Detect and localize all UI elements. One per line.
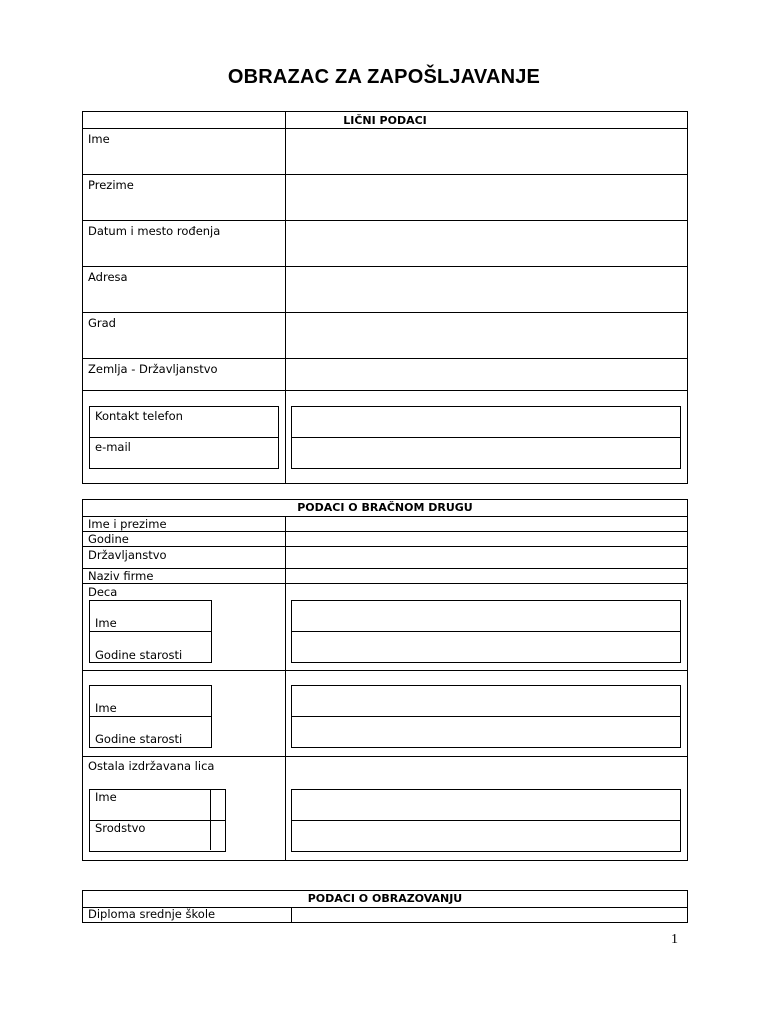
- label-email: e-mail: [95, 440, 131, 454]
- label-grad: Grad: [88, 316, 116, 330]
- field-child1-ime[interactable]: [292, 601, 679, 631]
- form-title: OBRAZAC ZA ZAPOŠLJAVANJE: [227, 66, 541, 88]
- field-email[interactable]: [292, 438, 679, 467]
- field-kontakt-telefon[interactable]: [292, 407, 679, 437]
- label-deca: Deca: [88, 585, 118, 599]
- child2-fields-box: [291, 685, 681, 748]
- spouse-data-header: PODACI O BRAČNOM DRUGU: [297, 501, 473, 514]
- page-number: 1: [671, 932, 678, 947]
- child1-labels-box: [89, 600, 212, 663]
- label-ostala-izdrzavana-lica: Ostala izdržavana lica: [88, 759, 215, 773]
- label-dependent-srodstvo: Srodstvo: [95, 821, 146, 835]
- label-diploma-srednje-skole: Diploma srednje škole: [88, 907, 216, 921]
- field-zemlja-drzavljanstvo[interactable]: [287, 359, 686, 390]
- label-zemlja-drzavljanstvo: Zemlja - Državljanstvo: [88, 362, 218, 376]
- field-ime[interactable]: [287, 129, 686, 174]
- label-child2-godine-starosti: Godine starosti: [95, 732, 183, 746]
- field-child2-ime[interactable]: [292, 686, 679, 716]
- label-prezime: Prezime: [88, 178, 134, 192]
- field-child1-godine-starosti[interactable]: [292, 632, 679, 661]
- label-child2-ime: Ime: [95, 701, 117, 715]
- contact-fields-box: [291, 406, 681, 469]
- label-ime-i-prezime: Ime i prezime: [88, 517, 167, 531]
- child1-fields-box: [291, 600, 681, 663]
- field-dependent-srodstvo[interactable]: [292, 821, 679, 850]
- label-godine: Godine: [88, 532, 129, 546]
- label-drzavljanstvo: Državljanstvo: [88, 548, 167, 562]
- label-adresa: Adresa: [88, 270, 128, 284]
- education-data-section: [82, 890, 688, 923]
- dependent-fields-box: [291, 789, 681, 852]
- field-adresa[interactable]: [287, 267, 686, 312]
- spouse-data-section: [82, 499, 688, 861]
- field-child2-godine-starosti[interactable]: [292, 717, 679, 746]
- label-ime: Ime: [88, 132, 110, 146]
- education-data-header: PODACI O OBRAZOVANJU: [307, 892, 463, 905]
- label-datum-mesto-rodjenja: Datum i mesto rođenja: [88, 224, 221, 238]
- field-diploma-srednje-skole[interactable]: [293, 908, 686, 921]
- field-spouse-ime-i-prezime[interactable]: [287, 517, 686, 531]
- field-dependent-ime[interactable]: [292, 790, 679, 820]
- child2-labels-box: [89, 685, 212, 748]
- field-prezime[interactable]: [287, 175, 686, 220]
- label-dependent-ime: Ime: [95, 790, 117, 804]
- label-child1-ime: Ime: [95, 616, 117, 630]
- field-spouse-godine[interactable]: [287, 532, 686, 546]
- field-grad[interactable]: [287, 313, 686, 358]
- label-kontakt-telefon: Kontakt telefon: [95, 409, 183, 423]
- contact-labels-box: [89, 406, 279, 469]
- personal-data-section: [82, 111, 688, 484]
- personal-data-header: LIČNI PODACI: [343, 114, 427, 127]
- dependent-labels-box: [89, 789, 226, 852]
- label-child1-godine-starosti: Godine starosti: [95, 648, 183, 662]
- field-datum-mesto-rodjenja[interactable]: [287, 221, 686, 266]
- field-spouse-naziv-firme[interactable]: [287, 569, 686, 583]
- field-spouse-drzavljanstvo[interactable]: [287, 547, 686, 568]
- label-naziv-firme: Naziv firme: [88, 569, 154, 583]
